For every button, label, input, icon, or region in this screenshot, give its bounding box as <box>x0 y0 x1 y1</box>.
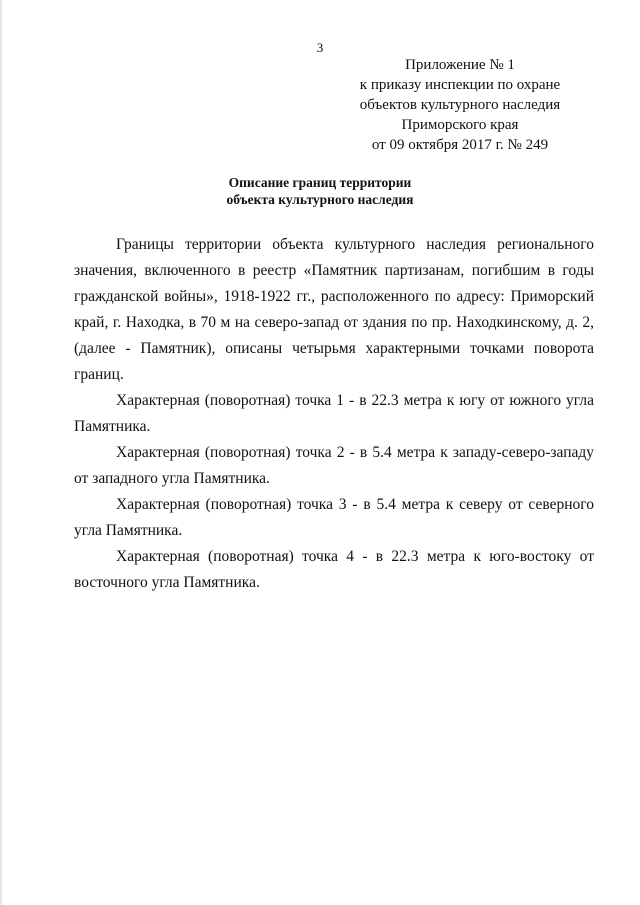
heading-line: объекта культурного наследия <box>226 192 414 207</box>
intro-paragraph: Границы территории объекта культурного наследия регионального значения, включенного в реестр «Памятник партизанам, погибшим в годы гражданской войны», 1918-1922 гг., расположенного по адресу: Приморский край, г. Находка, в 70 м на северо-запад от здания по пр. Находкинскому, д. 2, (далее - Памятник), описаны четырьмя характерными точками поворота границ. <box>74 236 594 383</box>
document-heading <box>0 174 640 208</box>
point-paragraph-3: Характерная (поворотная) точка 3 - в 5.4 метра к северу от северного угла Памятника. <box>74 496 594 539</box>
appendix-order-date: от 09 октября 2017 г. № 249 <box>371 137 549 153</box>
page-edge-shadow <box>0 0 2 905</box>
appendix-order-line: объектов культурного наследия <box>359 97 561 113</box>
document-body <box>74 232 594 596</box>
point-paragraph-4: Характерная (поворотная) точка 4 - в 22.3 метра к юго-востоку от восточного угла Памятника. <box>74 548 594 591</box>
appendix-order-line: к приказу инспекции по охране <box>359 77 561 93</box>
page-number: 3 <box>316 40 324 55</box>
appendix-title: Приложение № 1 <box>405 57 515 73</box>
point-paragraph-1: Характерная (поворотная) точка 1 - в 22.3 метра к югу от южного угла Памятника. <box>74 392 594 435</box>
point-paragraph-2: Характерная (поворотная) точка 2 - в 5.4 метра к западу-северо-западу от западного угла Памятника. <box>74 444 594 487</box>
appendix-order-line: Приморского края <box>401 117 519 133</box>
heading-line: Описание границ территории <box>228 175 412 190</box>
appendix-block <box>300 55 620 155</box>
